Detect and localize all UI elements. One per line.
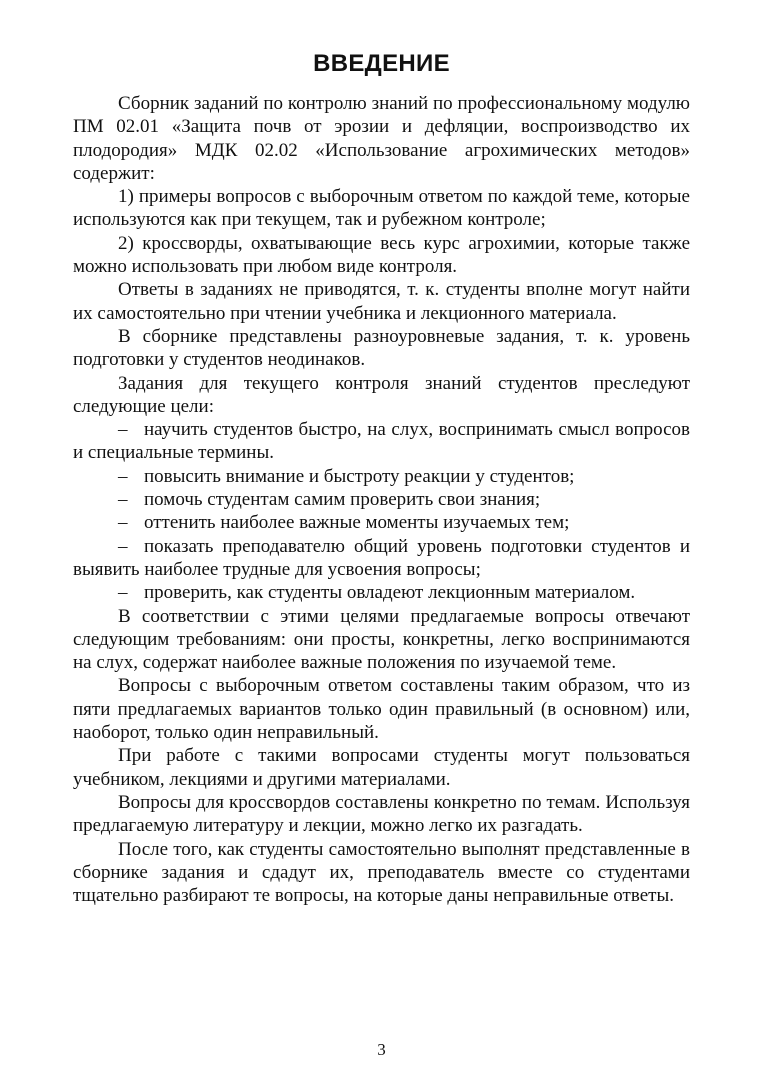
paragraph-goals-intro: Задания для текущего контроля знаний студентов преследуют следующие цели:: [73, 372, 690, 417]
paragraph-intro: Сборник заданий по контролю знаний по профессиональному модулю ПМ 02.01 «Защита почв от эрозии и дефляции, воспроизводство их плодородия» МДК 02.02 «Использование агрохимических методов» содержит:: [73, 93, 690, 184]
page-number: 3: [377, 1040, 386, 1059]
paragraph-choice-questions: Вопросы с выборочным ответом составлены таким образом, что из пяти предлагаемых вариантов только один правильный (в основном) или, наоборот, только один неправильный.: [73, 675, 690, 744]
list-item-text: показать преподавателю общий уровень подготовки студентов и выявить наиболее трудные для усвоения вопросы;: [73, 535, 690, 580]
list-item-text: помочь студентам самим проверить свои знания;: [144, 489, 541, 511]
list-item: [73, 488, 690, 511]
dash-marker: –: [118, 489, 128, 511]
dash-marker: –: [118, 419, 128, 441]
list-item: [73, 581, 690, 604]
page-title: ВВЕДЕНИЕ: [313, 50, 450, 77]
dash-marker: –: [118, 582, 128, 604]
list-item: [73, 418, 690, 465]
dash-marker: –: [118, 535, 128, 557]
paragraph-requirements: В соответствии с этими целями предлагаемые вопросы отвечают следующим требованиям: они просты, конкретны, легко воспринимаются на слух, содержат наиболее важные положения по изучаемой теме.: [73, 605, 690, 674]
goals-list: [73, 418, 690, 604]
dash-marker: –: [118, 512, 128, 534]
paragraph-item-1: 1) примеры вопросов с выборочным ответом по каждой теме, которые используются как при текущем, так и рубежном контроле;: [73, 186, 690, 231]
document-page: [73, 50, 690, 907]
dash-marker: –: [118, 465, 128, 487]
paragraph-crosswords: Вопросы для кроссвордов составлены конкретно по темам. Используя предлагаемую литературу и лекции, можно легко их разгадать.: [73, 791, 690, 837]
paragraph-review: После того, как студенты самостоятельно выполнят представленные в сборнике задания и сдадут их, преподаватель вместе со студентами тщательно разбирают те вопросы, на которые даны неправильные ответы.: [73, 838, 690, 907]
list-item-text: оттенить наиболее важные моменты изучаемых тем;: [144, 512, 570, 534]
list-item-text: научить студентов быстро, на слух, воспринимать смысл вопросов и специальные термины.: [73, 419, 690, 464]
list-item-text: повысить внимание и быстроту реакции у студентов;: [144, 465, 575, 487]
list-item: [73, 511, 690, 534]
list-item: [73, 535, 690, 582]
paragraph-materials: При работе с такими вопросами студенты могут пользоваться учебником, лекциями и другими материалами.: [73, 745, 690, 790]
paragraph-answers: Ответы в заданиях не приводятся, т. к. студенты вполне могут найти их самостоятельно при чтении учебника и лекционного материала.: [73, 279, 690, 324]
list-item: [73, 465, 690, 488]
paragraph-levels: В сборнике представлены разноуровневые задания, т. к. уровень подготовки у студентов неодинаков.: [73, 325, 690, 371]
list-item-text: проверить, как студенты овладеют лекционным материалом.: [144, 582, 636, 604]
paragraph-item-2: 2) кроссворды, охватывающие весь курс агрохимии, которые также можно использовать при любом виде контроля.: [73, 232, 690, 278]
